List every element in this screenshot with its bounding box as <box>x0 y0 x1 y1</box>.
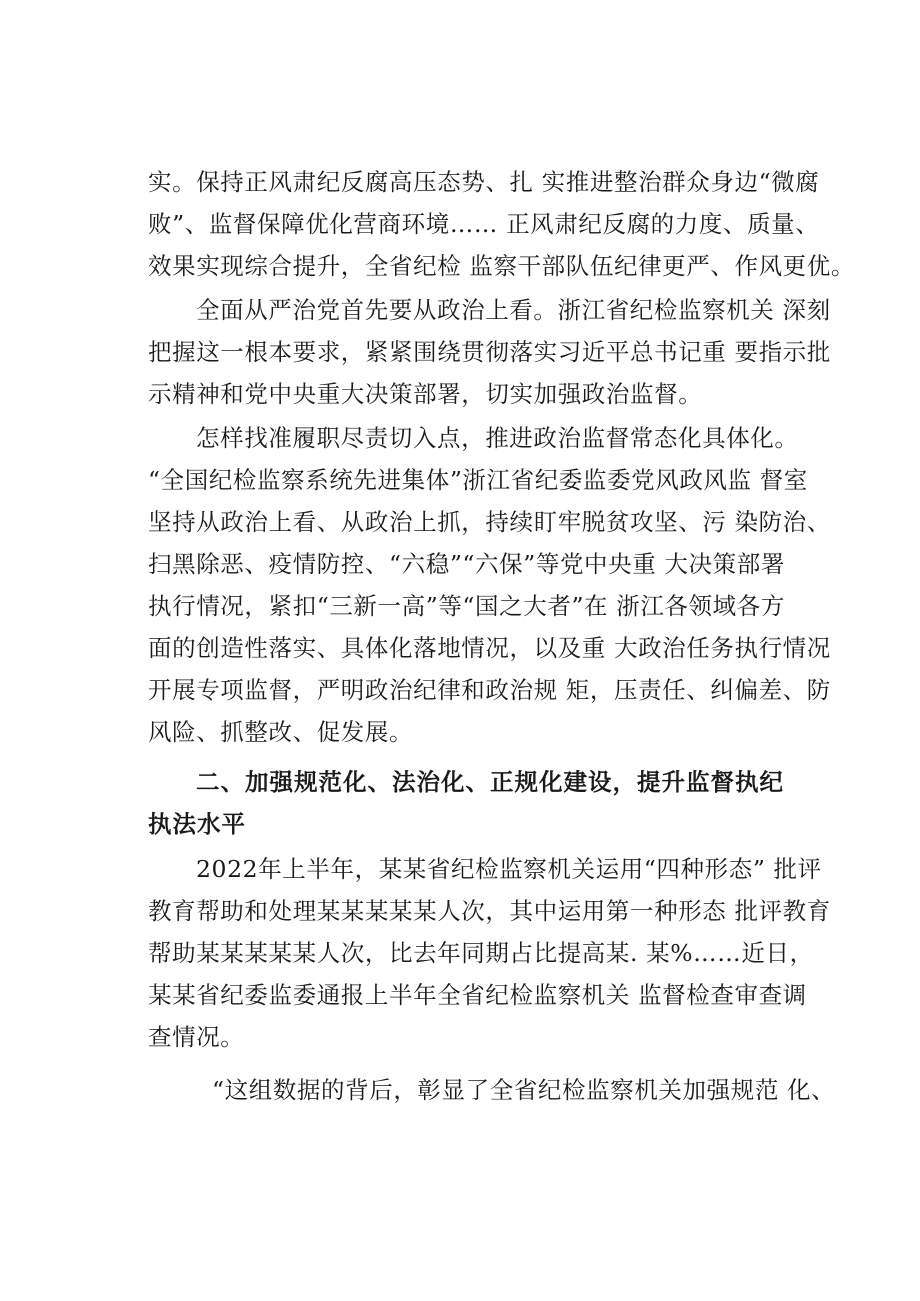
body-line: 查情况。 <box>148 1023 245 1051</box>
body-line: 把握这一根本要求，紧紧围绕贯彻落实习近平总书记重 要指示批 <box>148 338 831 366</box>
body-line: 实。保持正风肃纪反腐高压态势、扎 实推进整治群众身边“微腐 <box>148 168 820 196</box>
body-line: 执行情况，紧扣“三新一高”等“国之大者”在 浙江各领域各方 <box>148 592 785 620</box>
paragraph-start-line: 全面从严治党首先要从政治上看。浙江省纪检监察机关 深刻 <box>196 296 831 324</box>
body-line: 帮助某某某某某人次，比去年同期占比提高某. 某%……近日， <box>148 939 814 967</box>
section-heading-continued: 执法水平 <box>148 810 246 838</box>
body-line: 面的创造性落实、具体化落地情况，以及重 大政治任务执行情况 <box>148 634 831 662</box>
body-line: 某某省纪委监委通报上半年全省纪检监察机关 监督检查审查调 <box>148 981 807 1009</box>
body-line: “全国纪检监察系统先进集体”浙江省纪委监委党风政风监 督室 <box>148 466 808 494</box>
paragraph-start-line: 2022年上半年，某某省纪检监察机关运用“四种形态” 批评 <box>196 855 822 883</box>
body-line: 开展专项监督，严明政治纪律和政治规 矩，压责任、纠偏差、防 <box>148 676 831 704</box>
body-line: 风险、抓整改、促发展。 <box>148 718 414 746</box>
body-line: 扫黑除恶、疫情防控、“六稳”“六保”等党中央重 大决策部署 <box>148 550 785 578</box>
body-line: 示精神和党中央重大决策部署，切实加强政治监督。 <box>148 380 703 408</box>
body-line: 坚持从政治上看、从政治上抓，持续盯牢脱贫攻坚、污 染防治、 <box>148 508 831 536</box>
body-line: 教育帮助和处理某某某某某人次，其中运用第一种形态 批评教育 <box>148 897 831 925</box>
paragraph-start-line: “这组数据的背后，彰显了全省纪检监察机关加强规范 化、 <box>212 1076 836 1104</box>
section-heading: 二、加强规范化、法治化、正规化建设，提升监督执纪 <box>196 768 784 796</box>
body-line: 效果实现综合提升，全省纪检 监察干部队伍纪律更严、作风更优。 <box>148 252 855 280</box>
body-line: 败”、监督保障优化营商环境…… 正风肃纪反腐的力度、质量、 <box>148 210 820 238</box>
paragraph-start-line: 怎样找准履职尽责切入点，推进政治监督常态化具体化。 <box>196 424 799 452</box>
